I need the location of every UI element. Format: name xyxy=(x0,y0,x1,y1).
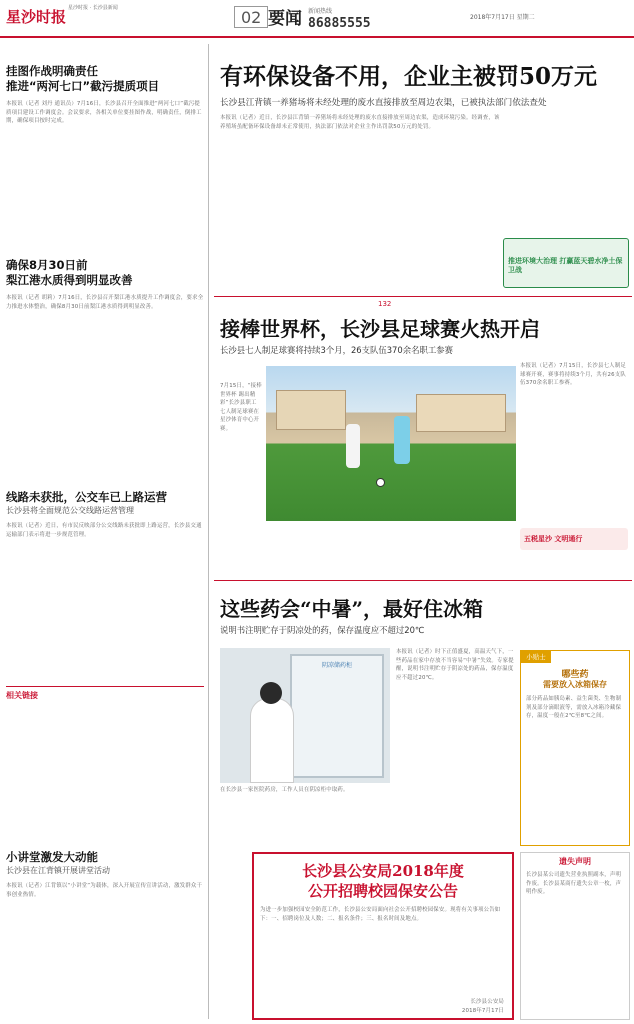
article-title-line2: 推进“两河七口”截污提质项目 xyxy=(6,79,160,93)
article-lecture xyxy=(6,850,204,1024)
story-body: 本报讯（记者）7月15日，长沙县七人制足球赛开赛，赛事将持续3个月，共有26支队伍370余名职工参赛。 xyxy=(520,363,626,387)
pharmacist-figure xyxy=(250,698,294,783)
article-body: 本报讯（记者）近日，有市民反映部分公交线路未获批即上路运营，长沙县交通运输部门表示将进一步规范管理。 xyxy=(6,523,202,538)
article-bus-routes xyxy=(6,490,204,652)
story-environment xyxy=(220,62,630,264)
divider xyxy=(214,580,632,581)
article-title: 小讲堂激发大动能 xyxy=(6,850,98,864)
notice-date: 2018年7月17日 xyxy=(461,1008,504,1014)
divider xyxy=(6,686,204,687)
story-body: 本报讯（记者）时下正值盛夏，高温天气下，一些药品在家中存放不当容易“中暑”失效。专家提醒，说明书注明贮存于阴凉处的药品，保存温度应不超过20℃。 xyxy=(396,649,514,681)
subheadline: 长沙县七人制足球赛将持续3个月，26支队伍370余名职工参赛 xyxy=(220,345,453,355)
tip-title-line2: 需要放入冰箱保存 xyxy=(543,680,607,689)
article-body: 本报讯（记者 胡莉）7月16日，长沙县召开梨江港水质提升工作调度会，要求全力推进水体整治，确保8月30日前梨江港水质得到明显改善。 xyxy=(6,295,204,310)
divider xyxy=(214,296,632,297)
pharmacist-head xyxy=(260,682,282,704)
article-title-line2: 梨江港水质得到明显改善 xyxy=(6,273,133,287)
article-title: 挂图作战明确责任 xyxy=(6,64,98,78)
article-subtitle: 长沙县在江背镇开展讲堂活动 xyxy=(6,866,110,875)
notice-signature: 长沙县公安局 xyxy=(470,999,504,1005)
player-white xyxy=(346,424,360,468)
divider-number: 132 xyxy=(378,300,392,308)
story-football xyxy=(220,316,630,356)
issue-date: 2018年7月17日 星期二 xyxy=(470,14,535,21)
fridge-shape xyxy=(290,654,384,778)
article-two-rivers xyxy=(6,64,204,250)
hotline-label: 新闻热线 xyxy=(308,8,333,15)
classified-body: 长沙县某公司遗失营业执照副本，声明作废。长沙县某商行遗失公章一枚，声明作废。 xyxy=(526,872,622,896)
tip-tag: 小贴士 xyxy=(521,651,551,663)
tip-title: 哪些药 xyxy=(561,670,589,680)
article-body: 本报讯（记者）江背镇以“小讲堂”为载体，深入开展宣传宣讲活动，激发群众干事创业热情。 xyxy=(6,883,203,898)
ball-icon xyxy=(376,478,385,487)
notice-body: 为进一步加强校园安全防范工作，长沙县公安局面向社会公开招聘校园保安。现将有关事项公告如下：一、招聘岗位及人数；二、报名条件；三、报名时间及地点。 xyxy=(260,907,501,922)
article-lijiang xyxy=(6,258,204,474)
article-subtitle: 长沙县将全面规范公交线路运营管理 xyxy=(6,506,134,515)
logo-subtitle: 星沙时报 · 长沙县新闻 xyxy=(68,5,118,11)
tip-body: 部分药品如胰岛素、益生菌类、生物制剂及部分滴眼液等，需放入冰箱冷藏保存，温度一般在2℃至8℃之间。 xyxy=(526,696,622,720)
environment-banner xyxy=(503,238,629,288)
headline: 有环保设备不用，企业主被罚50万元 xyxy=(220,63,598,90)
story-body: 本报讯（记者）近日，长沙县江背镇一养猪场将未经处理的废水直接排放至周边农渠，造成环境污染。经调查，该养殖场虽配备环保设备却未正常使用，执法部门依法对企业主作出罚款50万元的处罚。 xyxy=(220,115,500,130)
story-medicine xyxy=(220,596,630,636)
photo-caption: 7月15日，“接棒世界杯 踢出精彩”长沙县职工七人制足球赛在星沙体育中心开赛。 xyxy=(220,383,262,432)
notice-title-line2: 公开招聘校园保安公告 xyxy=(307,882,458,900)
building-shape xyxy=(416,394,506,432)
banner-text: 五税星沙 文明通行 xyxy=(524,535,583,543)
notice-title: 长沙县公安局2018年度 xyxy=(302,862,464,880)
classified-box xyxy=(520,852,630,1020)
left-column xyxy=(6,40,204,1024)
civilization-banner xyxy=(520,528,628,550)
football-photo xyxy=(266,366,516,521)
recruitment-notice xyxy=(252,852,514,1020)
column-separator xyxy=(208,44,209,1019)
tip-box xyxy=(520,650,630,846)
subheadline: 说明书注明贮存于阴凉处的药，保存温度应不超过20℃ xyxy=(220,625,425,635)
hotline-number: 86885555 xyxy=(308,16,371,31)
headline: 这些药会“中暑”，最好住冰箱 xyxy=(220,597,484,621)
masthead xyxy=(0,0,634,38)
headline: 接棒世界杯，长沙县足球赛火热开启 xyxy=(220,317,540,341)
section-title: 要闻 xyxy=(268,9,302,29)
page-number: 02 xyxy=(234,6,268,28)
article-body: 本报讯（记者 刘丹 通讯员）7月16日，长沙县召开全面推进“两河七口”截污提质项目建设工作调度会。会议要求，各相关单位要挂图作战，明确责任，倒排工期，确保项目按时完成。 xyxy=(6,101,202,125)
photo-caption: 在长沙县一家医院药房，工作人员在阴凉柜中取药。 xyxy=(220,787,349,793)
pharmacy-photo xyxy=(220,648,390,783)
article-title: 线路未获批，公交车已上路运营 xyxy=(6,490,167,504)
subheadline: 长沙县江背镇一养猪场将未经处理的废水直接排放至周边农渠，已被执法部门依法查处 xyxy=(220,98,547,108)
player-blue xyxy=(394,416,410,464)
banner-text: 推进环境大治理 打赢蓝天碧水净土保卫战 xyxy=(508,257,623,274)
newspaper-logo: 星沙时报 xyxy=(6,8,67,26)
fridge-label: 阴凉储药柜 xyxy=(321,662,352,669)
related-label: 相关链接 xyxy=(6,691,38,700)
article-title: 确保8月30日前 xyxy=(6,258,88,272)
classified-title: 遗失声明 xyxy=(559,857,591,866)
building-shape xyxy=(276,390,346,430)
